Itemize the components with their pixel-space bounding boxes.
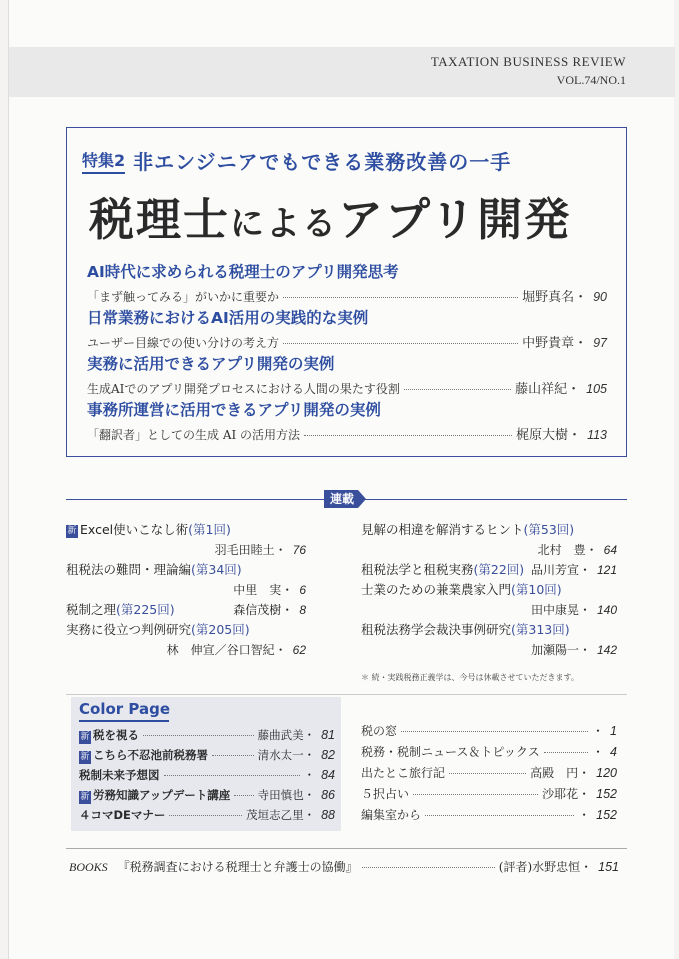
feature-heading — [82, 146, 511, 175]
article-subtitle: ユーザー目線での使い分けの考え方 — [87, 336, 280, 350]
misc-item-author: ・ — [592, 745, 605, 759]
books-label: BOOKS — [69, 860, 108, 874]
series-author: 林 伸宣／谷口智紀・ — [166, 643, 287, 657]
books-author: (評者)水野忠恒・ — [498, 860, 593, 874]
series-page: 62 — [292, 643, 306, 657]
series-title: Excel使いこなし術 — [80, 522, 189, 537]
leader-dots — [304, 435, 512, 436]
misc-item-title: 出たとこ旅行記 — [361, 766, 446, 780]
color-page-title: Color Page — [79, 700, 171, 718]
color-page-item-title: こちら不忍池前税務署 — [93, 748, 208, 762]
series-item[interactable] — [361, 520, 617, 540]
article-line — [87, 424, 607, 443]
misc-item-author: 沙耶花・ — [542, 787, 591, 801]
series-issue: (第22回) — [473, 562, 525, 577]
series-author: 中里 実・ — [233, 583, 294, 597]
leader-dots — [404, 389, 511, 390]
article-page: 105 — [586, 382, 607, 396]
color-page-item-page: 86 — [321, 788, 335, 802]
series-right-column — [361, 520, 617, 660]
misc-item-page: 4 — [610, 745, 617, 759]
misc-item-page: 152 — [596, 808, 617, 822]
leader-dots — [449, 773, 526, 774]
color-page-item-author: 茂垣志乙里・ — [246, 808, 316, 822]
article-line — [87, 286, 607, 305]
color-page-item-author: 藤曲武美・ — [257, 728, 316, 742]
series-title: 税制之理 — [66, 602, 117, 617]
new-badge: 新 — [80, 792, 90, 802]
color-page-item-author: 寺田慎也・ — [257, 788, 316, 802]
article-subtitle: 「翻訳者」としての生成 AI の活用方法 — [87, 428, 301, 442]
leader-dots — [164, 775, 300, 776]
series-page: 142 — [596, 643, 617, 657]
article-4[interactable] — [87, 398, 607, 443]
article-subtitle: 「まず触ってみる」がいかに重要か — [87, 290, 280, 304]
leader-dots — [362, 867, 495, 868]
color-page-box — [71, 697, 341, 831]
article-title: 実務に活用できるアプリ開発の実例 — [87, 355, 335, 373]
leader-dots — [283, 343, 518, 344]
color-page-item-page: 81 — [321, 728, 335, 742]
article-page: 113 — [587, 428, 607, 442]
series-item[interactable] — [361, 560, 617, 580]
series-item[interactable] — [66, 520, 306, 540]
new-badge: 新 — [80, 752, 90, 762]
leader-dots — [234, 795, 253, 796]
series-issue: (第10回) — [511, 582, 562, 597]
article-author: 藤山祥紀・ — [515, 382, 581, 397]
color-page-item-title: 労務知識アップデート講座 — [93, 788, 231, 802]
misc-item-author: ・ — [578, 808, 591, 822]
misc-item-author: 高殿 円・ — [530, 766, 591, 780]
color-page-item-page: 88 — [321, 808, 335, 822]
article-3[interactable] — [87, 352, 607, 397]
misc-item-title: 税務・税制ニュース＆トピックス — [361, 745, 540, 759]
series-issue: (第225回) — [116, 602, 175, 617]
series-title: 租税法学と租税実務 — [361, 562, 474, 577]
feature-title-part: による — [230, 204, 339, 244]
series-issue: (第205回) — [191, 622, 250, 637]
misc-item-title: 税の窓 — [361, 724, 398, 738]
misc-item[interactable] — [361, 764, 617, 785]
misc-item-title: ５択占い — [361, 787, 410, 801]
new-badge: 新 — [80, 732, 90, 742]
article-page: 97 — [593, 336, 607, 350]
feature-box — [66, 127, 627, 457]
series-author: 田中康晃・ — [530, 603, 591, 617]
article-1[interactable] — [87, 260, 607, 305]
article-author: 中野貴章・ — [522, 336, 588, 351]
article-title: 事務所運営に活用できるアプリ開発の実例 — [87, 401, 381, 419]
series-author-line — [66, 640, 306, 660]
misc-item-page: 1 — [610, 724, 617, 738]
leader-dots — [544, 752, 588, 753]
article-author: 梶原大樹・ — [516, 428, 582, 443]
series-author-line — [361, 540, 617, 560]
leader-dots — [169, 815, 242, 816]
color-page-item[interactable] — [79, 747, 335, 764]
series-title: 租税法の難問・理論編 — [66, 562, 192, 577]
series-title: 士業のための兼業農家入門 — [361, 582, 512, 597]
series-author: 品川芳宣・ — [530, 563, 591, 577]
series-author-line — [361, 600, 617, 620]
misc-item-page: 120 — [596, 766, 617, 780]
misc-item[interactable] — [361, 806, 617, 827]
series-item[interactable] — [361, 620, 617, 640]
misc-list — [361, 722, 617, 827]
feature-title — [89, 183, 571, 248]
misc-item-author: ・ — [592, 724, 605, 738]
series-title: 見解の相違を解消するヒント — [361, 522, 524, 537]
series-item[interactable] — [361, 580, 617, 600]
misc-item[interactable] — [361, 785, 617, 806]
series-page: 121 — [596, 563, 617, 577]
article-subtitle: 生成AIでのアプリ開発プロセスにおける人間の果たす役割 — [87, 382, 400, 396]
leader-dots — [283, 297, 518, 298]
article-2[interactable] — [87, 306, 607, 351]
series-issue: (第1回) — [188, 522, 231, 537]
feature-subtitle: 非エンジニアでもできる業務改善の一手 — [133, 150, 512, 174]
journal-title: TAXATION BUSINESS REVIEW — [430, 54, 626, 69]
misc-item-page: 152 — [596, 787, 617, 801]
volume-number: VOL.74/NO.1 — [556, 73, 626, 87]
page — [8, 0, 674, 959]
books-title: 『税務調査における税理士と弁護士の協働』 — [117, 860, 358, 874]
color-page-item[interactable] — [79, 807, 335, 823]
leader-dots — [212, 755, 254, 756]
books-item[interactable] — [69, 858, 619, 875]
series-left-column — [66, 520, 306, 660]
color-page-item-page: 82 — [321, 748, 335, 762]
leader-dots — [401, 731, 588, 732]
article-line — [87, 378, 607, 397]
series-page: 6 — [299, 583, 306, 597]
series-issue: (第313回) — [511, 622, 570, 637]
color-page-item-author: 清水太一・ — [257, 748, 316, 762]
leader-dots — [413, 794, 538, 795]
series-item[interactable] — [66, 600, 306, 620]
series-author-line — [361, 640, 617, 660]
color-page-item-title: 税制未来予想図 — [79, 768, 160, 782]
series-title: 租税法務学会裁決事例研究 — [361, 622, 512, 637]
series-tag: 連載 — [324, 490, 358, 508]
color-page-rule — [79, 720, 169, 722]
color-page-item-title: 税を視る — [93, 728, 139, 742]
misc-item[interactable] — [361, 722, 617, 743]
series-issue: (第53回) — [523, 522, 575, 537]
article-line — [87, 332, 607, 351]
article-title: AI時代に求められる税理士のアプリ開発思考 — [87, 263, 399, 281]
series-author-line — [66, 580, 306, 600]
series-author: 加瀬陽一・ — [530, 643, 591, 657]
misc-item-title: 編集室から — [361, 808, 422, 822]
books-divider — [66, 848, 627, 849]
article-title: 日常業務におけるAI活用の実践的な実例 — [87, 309, 369, 327]
feature-title-part: 税理士 — [89, 193, 231, 246]
series-author: 北村 豊・ — [537, 543, 598, 557]
new-badge: 新 — [67, 526, 77, 536]
series-author: 羽毛田睦土・ — [214, 543, 287, 557]
series-item[interactable] — [66, 560, 306, 580]
article-page: 90 — [593, 290, 607, 304]
leader-dots — [143, 735, 254, 736]
series-title: 実務に役立つ判例研究 — [66, 622, 192, 637]
color-page-item[interactable] — [79, 787, 335, 804]
color-page-item[interactable] — [79, 727, 335, 744]
series-page: 64 — [603, 543, 617, 557]
color-page-item-page: 84 — [321, 768, 335, 782]
series-page: 8 — [299, 603, 306, 617]
color-page-divider — [66, 694, 627, 695]
series-page: 76 — [292, 543, 306, 557]
article-author: 堀野真名・ — [522, 290, 588, 305]
series-note: ＊ 続・実践税務正義学は、今号は休載させていただきます。 — [361, 673, 579, 682]
color-page-item-author: ・ — [303, 768, 316, 782]
series-author-line — [66, 540, 306, 560]
series-item[interactable] — [66, 620, 306, 640]
leader-dots — [425, 815, 574, 816]
series-page: 140 — [596, 603, 617, 617]
color-page-item-title: ４コマDEマナー — [79, 808, 166, 822]
books-page: 151 — [598, 860, 619, 874]
series-author: 森信茂樹・ — [233, 603, 294, 617]
color-page-item[interactable] — [79, 767, 335, 783]
feature-label: 特集2 — [82, 148, 125, 174]
feature-title-part: アプリ開発 — [338, 193, 572, 246]
series-issue: (第34回) — [191, 562, 242, 577]
misc-item[interactable] — [361, 743, 617, 764]
